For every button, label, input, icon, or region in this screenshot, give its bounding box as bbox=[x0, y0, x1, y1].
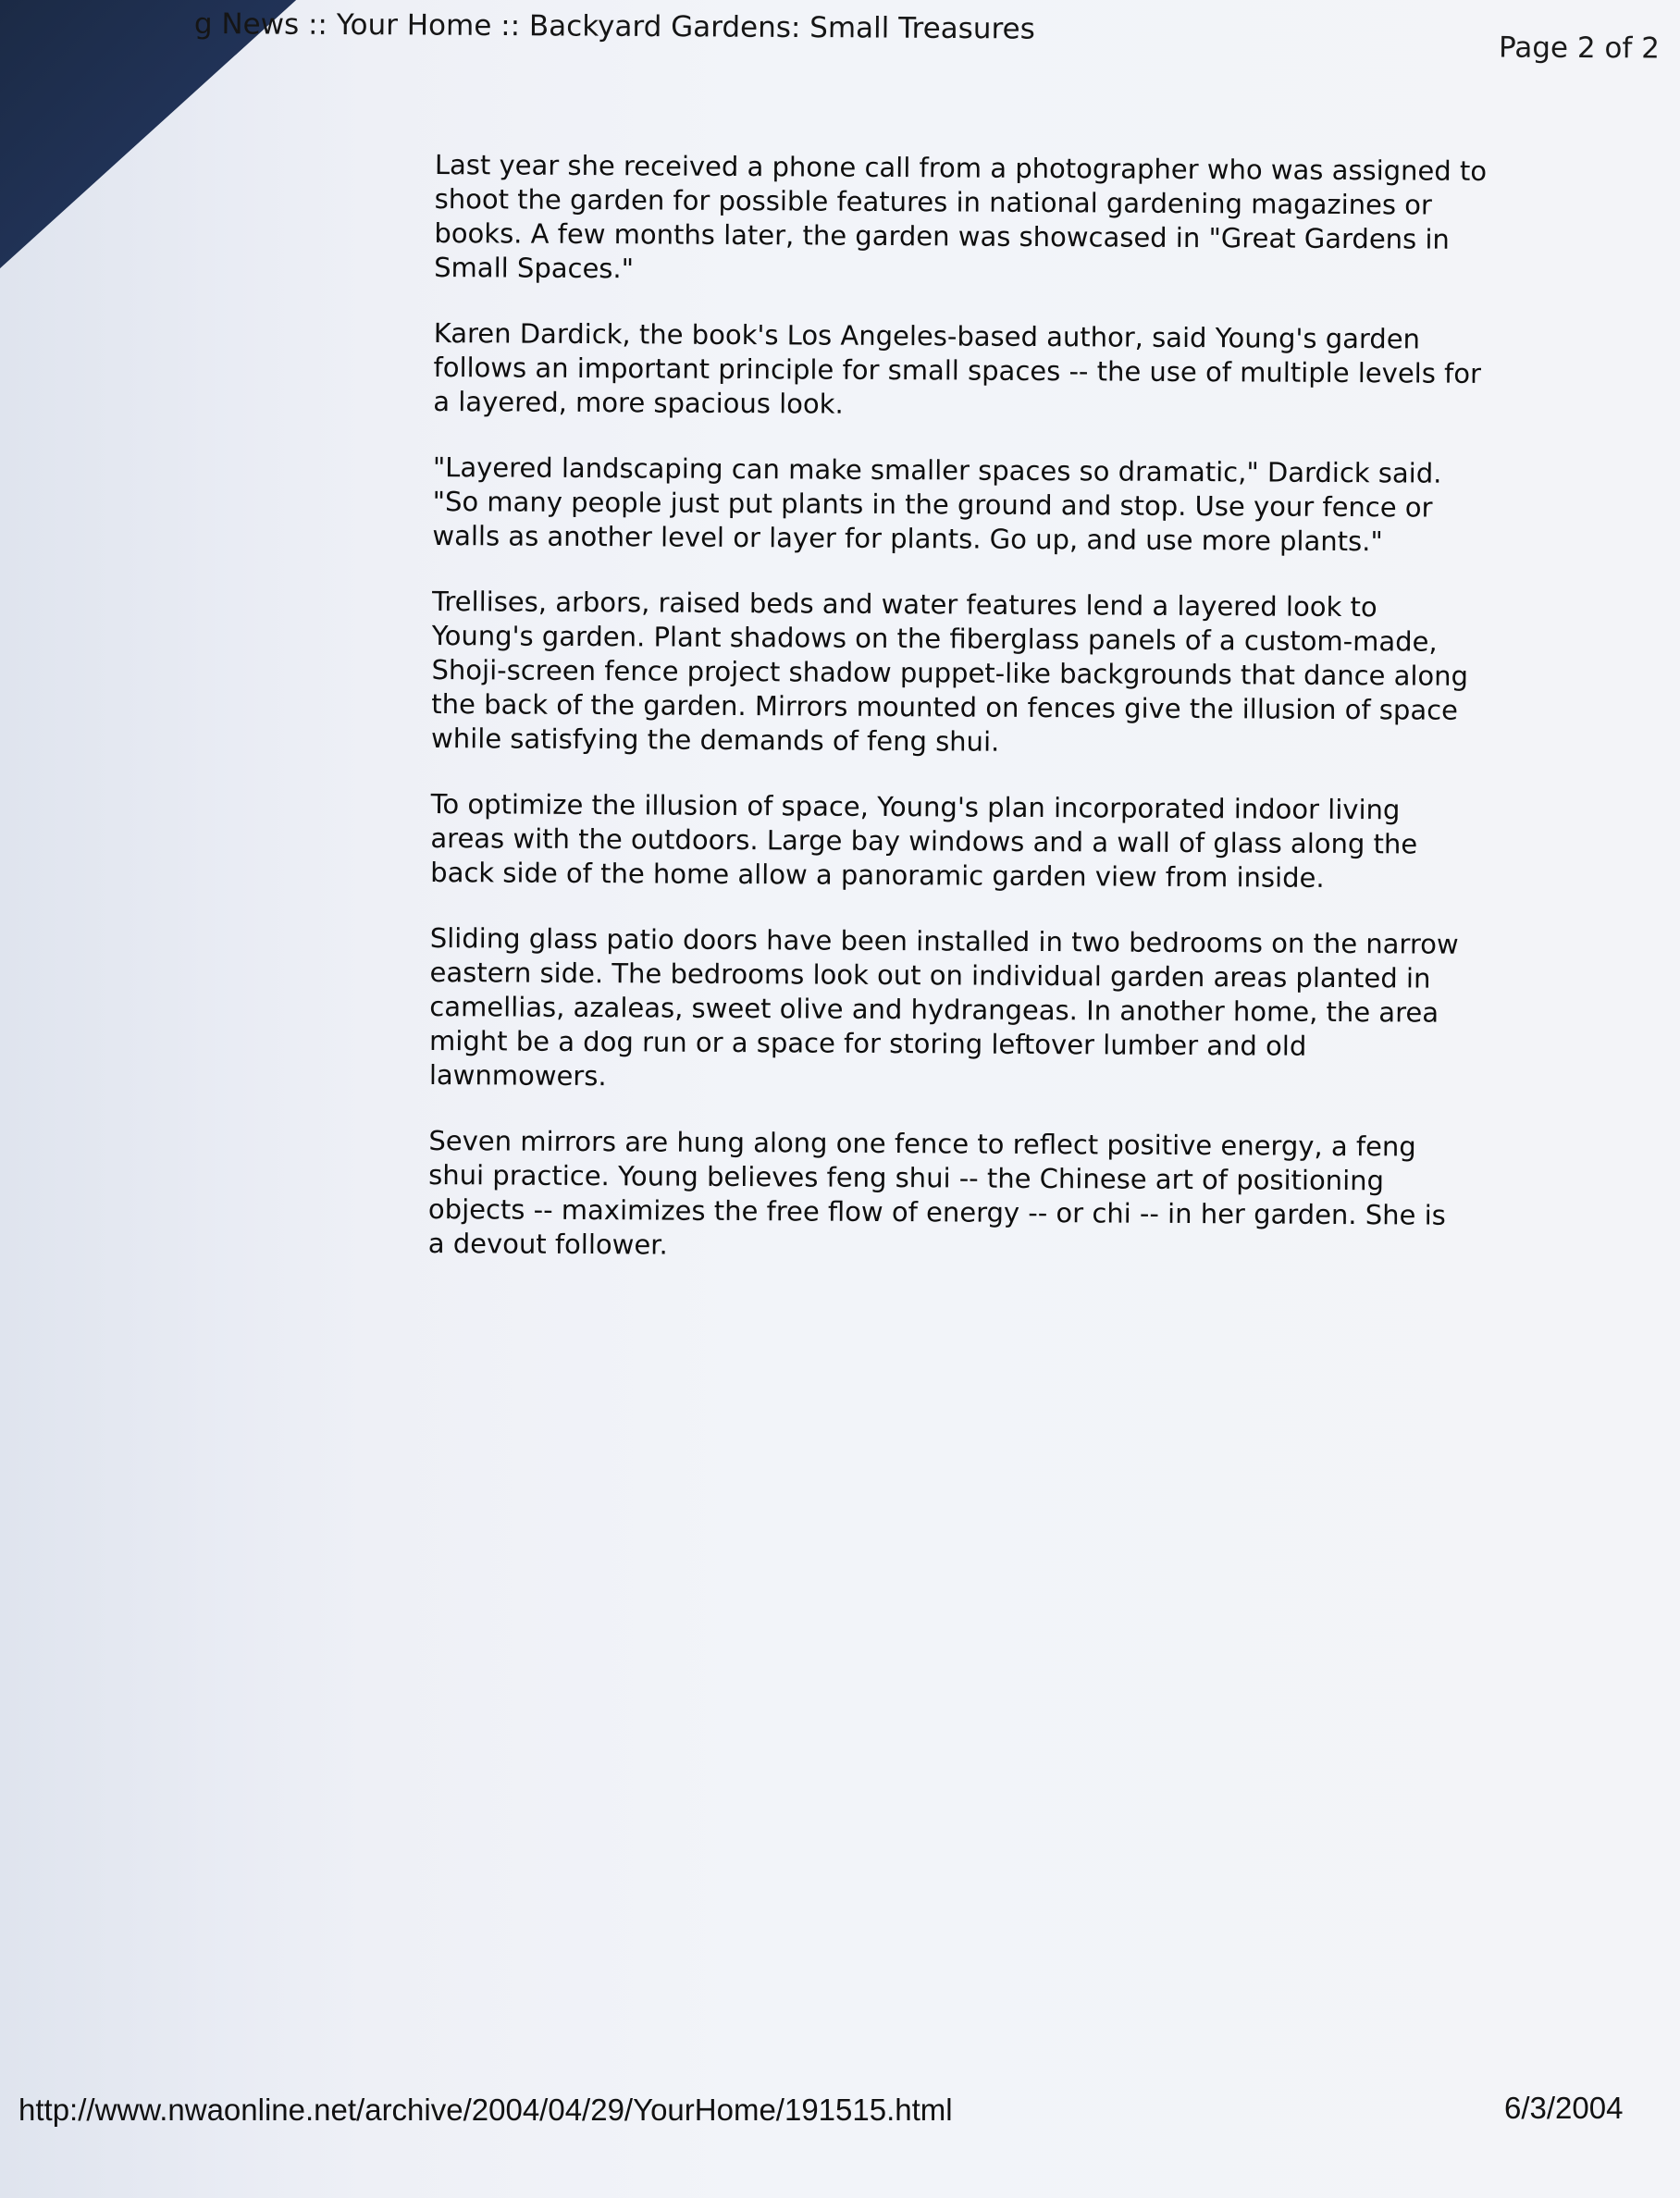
article-paragraph-2: Karen Dardick, the book's Los Angeles-based author, said Young's garden follows an important principle for small spaces -- the use of multiple levels for a layered, more spacious look. bbox=[433, 316, 1482, 420]
article-paragraph-5: To optimize the illusion of space, Young's plan incorporated indoor living areas with the outdoors. Large bay windows and a wall of glass along the back side of the home allow a panoramic garden view from inside. bbox=[430, 787, 1418, 894]
article-body bbox=[427, 148, 1573, 1299]
article-paragraph-1: Last year she received a phone call from a photographer who was assigned to shoot the garden for possible features in national gardening magazines or books. A few months later, the garden was showcased in "Great Gardens in Small Spaces." bbox=[434, 148, 1488, 285]
page-header-title: g News :: Your Home :: Backyard Gardens: Small Treasures bbox=[193, 7, 1035, 46]
page-number-indicator: Page 2 of 2 bbox=[1498, 31, 1661, 66]
article-paragraph-7: Seven mirrors are hung along one fence to reflect positive energy, a feng shui practice. Young believes feng shui -- the Chinese art of positioning objects -- maximizes the free flow of energy -- or chi -- in her garden. She is a devout follower. bbox=[427, 1124, 1446, 1261]
article-paragraph-4: Trellises, arbors, raised beds and water features lend a layered look to Young's garden. Plant shadows on the fiberglass panels of a custom-made, Shoji-screen fence project shadow puppet-like backgrounds that dance along the back of the garden. Mirrors mounted on fences give the illusion of space while satisfying the demands of feng shui. bbox=[430, 585, 1469, 758]
footer-date: 6/3/2004 bbox=[1504, 2091, 1624, 2125]
article-paragraph-6: Sliding glass patio doors have been installed in two bedrooms on the narrow eastern side. The bedrooms look out on individual garden areas planted in camellias, azaleas, sweet olive and hydrangeas. In another home, the area might be a dog run or a space for storing leftover lumber and old lawnmowers. bbox=[428, 921, 1459, 1093]
article-paragraph-3: "Layered landscaping can make smaller spaces so dramatic," Dardick said. "So many people just put plants in the ground and stop. Use your fence or walls as another level or layer for plants. Go up, and use more plants." bbox=[432, 451, 1442, 558]
footer-url: http://www.nwaonline.net/archive/2004/04/29/YourHome/191515.html bbox=[19, 2093, 953, 2127]
